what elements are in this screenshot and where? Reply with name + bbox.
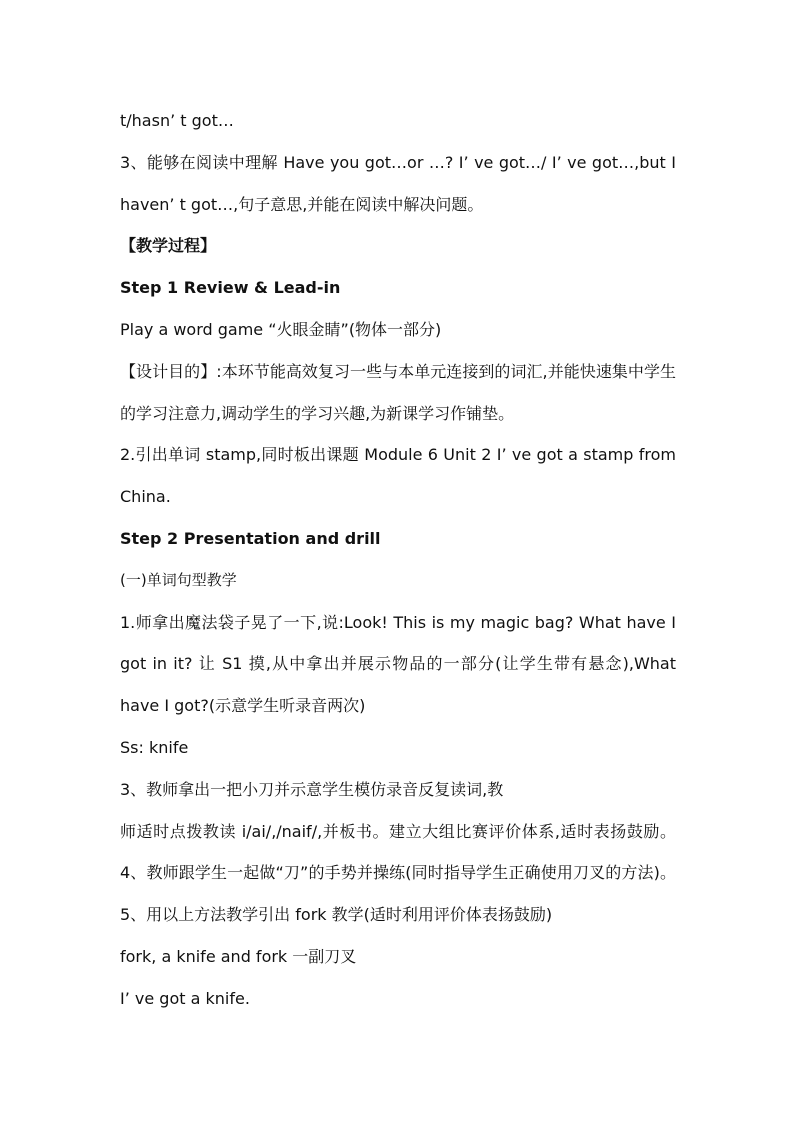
text-line: 4、教师跟学生一起做“刀”的手势并操练(同时指导学生正确使用刀叉的方法)。 bbox=[120, 863, 676, 883]
text-line: 3、能够在阅读中理解 Have you got…or …? I’ ve got…/ I’ ve got…,but I bbox=[120, 152, 676, 172]
section-heading: 【教学过程】 bbox=[120, 236, 217, 256]
text-line: 师适时点拨教读 i/ai/,/naif/,并板书。建立大组比赛评价体系,适时表扬鼓励。 bbox=[120, 821, 676, 841]
step-heading: Step 1 Review & Lead-in bbox=[120, 278, 341, 298]
text-line: China. bbox=[120, 487, 171, 507]
text-line: (一)单词句型教学 bbox=[120, 570, 237, 589]
text-line: Ss: knife bbox=[120, 737, 189, 757]
text-line: Play a word game “火眼金睛”(物体一部分) bbox=[120, 319, 442, 339]
text-line: 2.引出单词 stamp,同时板出课题 Module 6 Unit 2 I’ ve got a stamp from bbox=[120, 445, 676, 465]
text-line: I’ ve got a knife. bbox=[120, 988, 250, 1008]
text-line: t/hasn’ t got… bbox=[120, 111, 234, 130]
text-line: 3、教师拿出一把小刀并示意学生模仿录音反复读词,教 bbox=[120, 779, 504, 799]
text-line: fork, a knife and fork 一副刀叉 bbox=[120, 946, 357, 966]
text-line: 1.师拿出魔法袋子晃了一下,说:Look! This is my magic bag? What have I bbox=[120, 612, 676, 632]
text-line: haven’ t got…,句子意思,并能在阅读中解决问题。 bbox=[120, 194, 484, 214]
text-line: have I got?(示意学生听录音两次) bbox=[120, 696, 366, 716]
text-line: 的学习注意力,调动学生的学习兴趣,为新课学习作铺垫。 bbox=[120, 403, 515, 423]
text-line: 【设计目的】:本环节能高效复习一些与本单元连接到的词汇,并能快速集中学生 bbox=[120, 361, 676, 381]
document-body bbox=[120, 100, 676, 1020]
text-line: got in it? 让 S1 摸,从中拿出并展示物品的一部分(让学生带有悬念),What bbox=[120, 654, 676, 674]
text-line: 5、用以上方法教学引出 fork 教学(适时利用评价体表扬鼓励) bbox=[120, 905, 553, 925]
step-heading: Step 2 Presentation and drill bbox=[120, 528, 381, 548]
